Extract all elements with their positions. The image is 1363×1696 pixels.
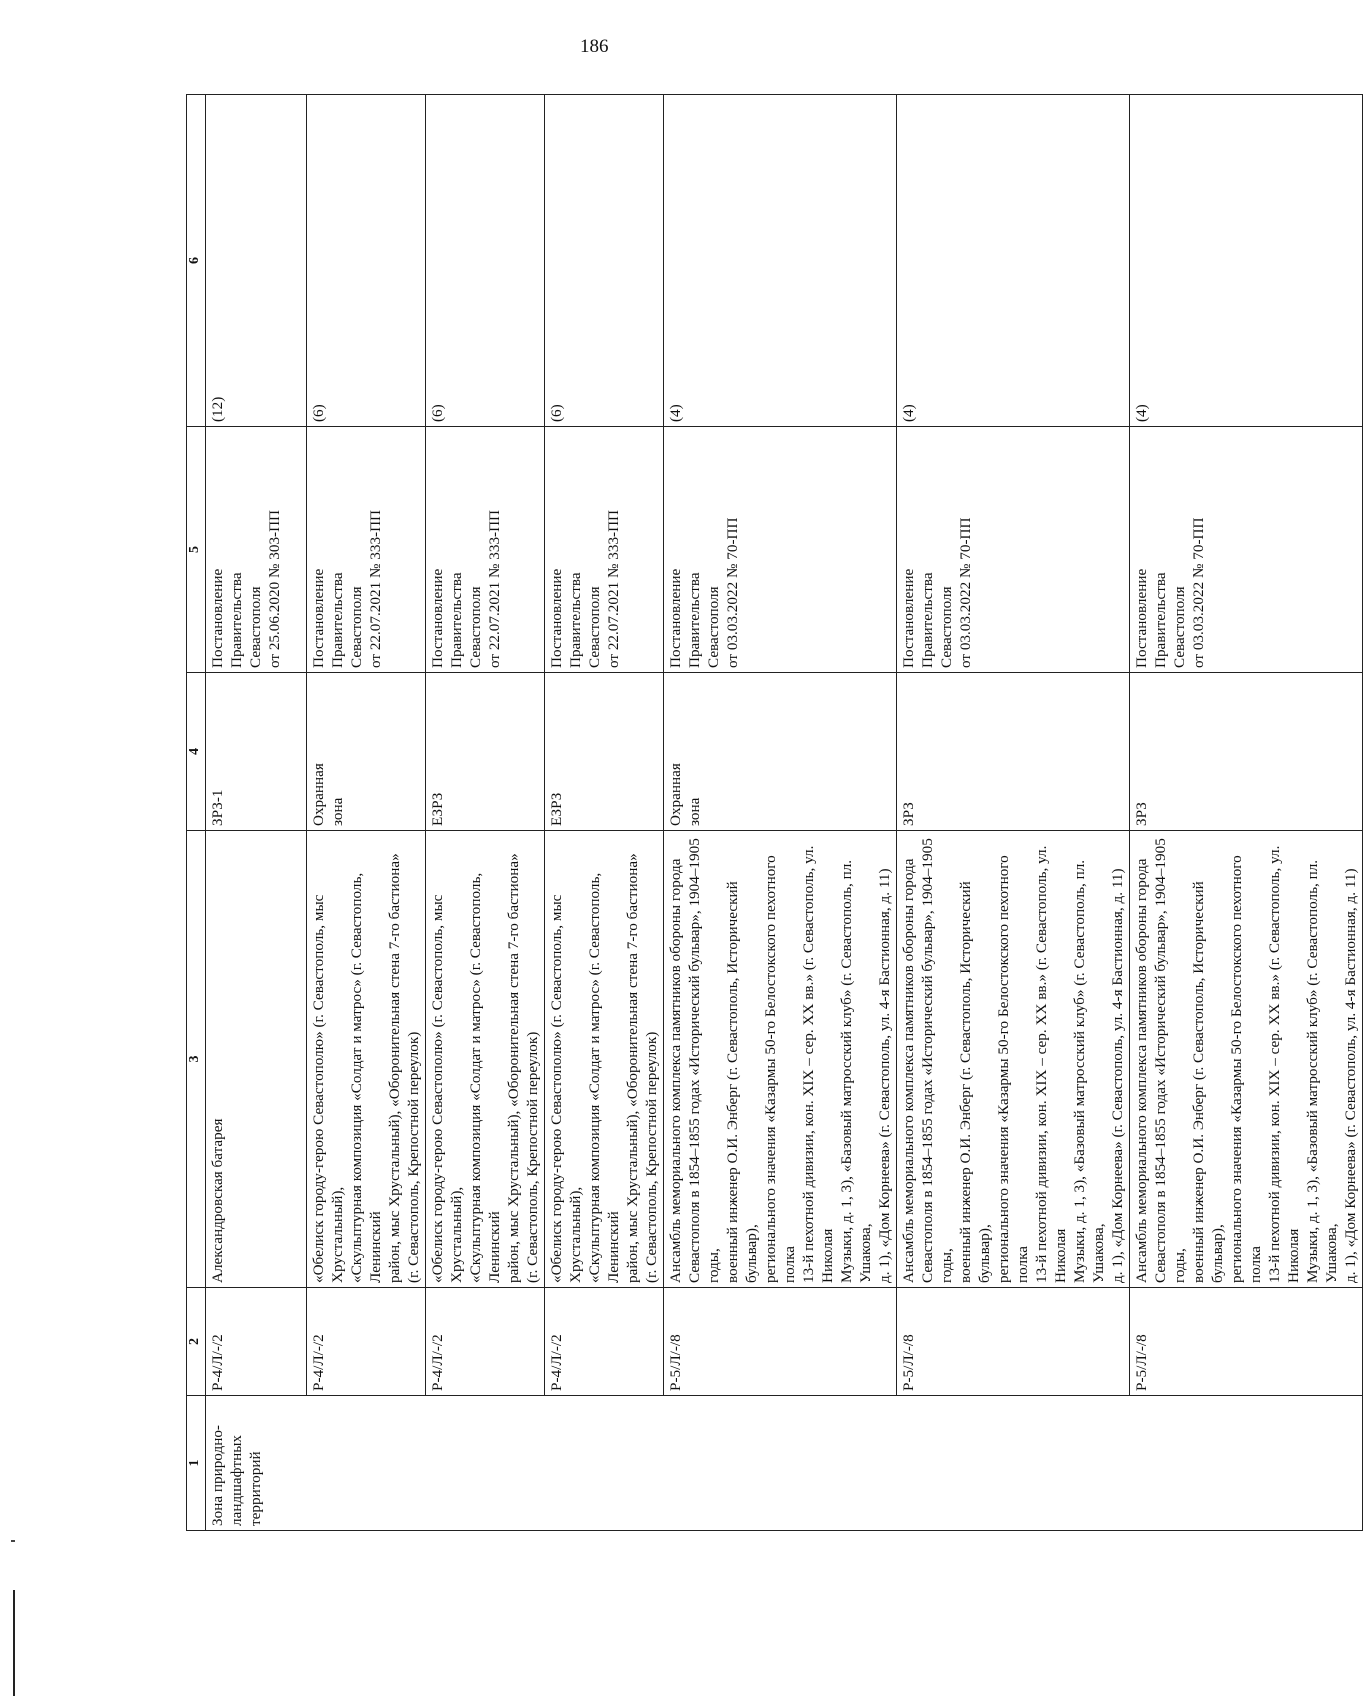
object-cell: «Обелиск городу-герою Севастополю» (г. Севастополь, мыс Хрустальный), «Скульптурная композиция «Солдат и матрос» (г. Севастополь, Ленинский район, мыс Хрустальный), «Оборонительная стена 7-го бастиона» (г. Севастополь, Крепостной переулок) xyxy=(426,831,545,1288)
table-row xyxy=(897,95,1130,1531)
header-col-1: 1 xyxy=(187,1396,206,1531)
zone-type-cell: ЗРЗ xyxy=(1130,673,1363,831)
object-cell: Ансамбль мемориального комплекса памятников обороны города Севастополя в 1854–1855 годах «Исторический бульвар», 1904–1905 годы, военный инженер О.И. Энберг (г. Севастополь, Исторический бульвар), регионального значения «Казармы 50-го Белостокского пехотного полка 13-й пехотной дивизии, кон. XIX – сер. XX вв.» (г. Севастополь, ул. Николая Музыки, д. 1, 3), «Базовый матросский клуб» (г. Севастополь, пл. Ушакова, д. 1), «Дом Корнеева» (г. Севастополь, ул. 4-я Бастионная, д. 11) xyxy=(897,831,1130,1288)
code-cell: Р-5/Л/-/8 xyxy=(664,1288,897,1396)
zone-name-cell: Зона природно- ландшафтных территорий xyxy=(206,1396,1363,1531)
table-header-row xyxy=(187,95,206,1531)
note-cell: (6) xyxy=(426,95,545,427)
table-row xyxy=(1130,95,1363,1531)
zone-type-cell: Охранная зона xyxy=(664,673,897,831)
rotated-table-wrapper xyxy=(186,95,1359,1531)
page-number: 186 xyxy=(580,36,609,57)
note-cell: (12) xyxy=(206,95,307,427)
scan-edge-line xyxy=(13,1590,15,1696)
note-cell: (6) xyxy=(307,95,426,427)
scan-mark xyxy=(11,1540,15,1542)
code-cell: Р-5/Л/-/8 xyxy=(897,1288,1130,1396)
note-cell: (4) xyxy=(1130,95,1363,427)
zone-type-cell: ЗРЗ xyxy=(897,673,1130,831)
object-cell: «Обелиск городу-герою Севастополю» (г. Севастополь, мыс Хрустальный), «Скульптурная композиция «Солдат и матрос» (г. Севастополь, Ленинский район, мыс Хрустальный), «Оборонительная стена 7-го бастиона» (г. Севастополь, Крепостной переулок) xyxy=(545,831,664,1288)
note-cell: (4) xyxy=(664,95,897,427)
code-cell: Р-4/Л/-/2 xyxy=(307,1288,426,1396)
code-cell: Р-4/Л/-/2 xyxy=(426,1288,545,1396)
zone-type-cell: Охранная зона xyxy=(307,673,426,831)
header-col-4: 4 xyxy=(187,673,206,831)
header-col-2: 2 xyxy=(187,1288,206,1396)
table-row xyxy=(545,95,664,1531)
header-col-5: 5 xyxy=(187,427,206,673)
document-cell: Постановление Правительства Севастополя от 03.03.2022 № 70-ПП xyxy=(897,427,1130,673)
zone-type-cell: ЗРЗ-1 xyxy=(206,673,307,831)
note-cell: (6) xyxy=(545,95,664,427)
table-row xyxy=(206,95,307,1531)
zones-table xyxy=(186,94,1363,1531)
table-row xyxy=(426,95,545,1531)
document-cell: Постановление Правительства Севастополя от 25.06.2020 № 303-ПП xyxy=(206,427,307,673)
object-cell: Ансамбль мемориального комплекса памятников обороны города Севастополя в 1854–1855 годах «Исторический бульвар», 1904–1905 годы, военный инженер О.И. Энберг (г. Севастополь, Исторический бульвар), регионального значения «Казармы 50-го Белостокского пехотного полка 13-й пехотной дивизии, кон. XIX – сер. XX вв.» (г. Севастополь, ул. Николая Музыки, д. 1, 3), «Базовый матросский клуб» (г. Севастополь, пл. Ушакова, д. 1), «Дом Корнеева» (г. Севастополь, ул. 4-я Бастионная, д. 11) xyxy=(1130,831,1363,1288)
header-col-3: 3 xyxy=(187,831,206,1288)
header-col-6: 6 xyxy=(187,95,206,427)
zone-type-cell: ЕЗРЗ xyxy=(545,673,664,831)
table-row xyxy=(664,95,897,1531)
zone-type-cell: ЕЗРЗ xyxy=(426,673,545,831)
document-cell: Постановление Правительства Севастополя от 22.07.2021 № 333-ПП xyxy=(426,427,545,673)
object-cell: Александровская батарея xyxy=(206,831,307,1288)
code-cell: Р-4/Л/-/2 xyxy=(545,1288,664,1396)
note-cell: (4) xyxy=(897,95,1130,427)
object-cell: «Обелиск городу-герою Севастополю» (г. Севастополь, мыс Хрустальный), «Скульптурная композиция «Солдат и матрос» (г. Севастополь, Ленинский район, мыс Хрустальный), «Оборонительная стена 7-го бастиона» (г. Севастополь, Крепостной переулок) xyxy=(307,831,426,1288)
document-cell: Постановление Правительства Севастополя от 22.07.2021 № 333-ПП xyxy=(307,427,426,673)
document-cell: Постановление Правительства Севастополя от 03.03.2022 № 70-ПП xyxy=(1130,427,1363,673)
code-cell: Р-4/Л/-/2 xyxy=(206,1288,307,1396)
table-row xyxy=(307,95,426,1531)
document-cell: Постановление Правительства Севастополя от 22.07.2021 № 333-ПП xyxy=(545,427,664,673)
code-cell: Р-5/Л/-/8 xyxy=(1130,1288,1363,1396)
document-cell: Постановление Правительства Севастополя от 03.03.2022 № 70-ПП xyxy=(664,427,897,673)
object-cell: Ансамбль мемориального комплекса памятников обороны города Севастополя в 1854–1855 годах «Исторический бульвар», 1904–1905 годы, военный инженер О.И. Энберг (г. Севастополь, Исторический бульвар), регионального значения «Казармы 50-го Белостокского пехотного полка 13-й пехотной дивизии, кон. XIX – сер. XX вв.» (г. Севастополь, ул. Николая Музыки, д. 1, 3), «Базовый матросский клуб» (г. Севастополь, пл. Ушакова, д. 1), «Дом Корнеева» (г. Севастополь, ул. 4-я Бастионная, д. 11) xyxy=(664,831,897,1288)
